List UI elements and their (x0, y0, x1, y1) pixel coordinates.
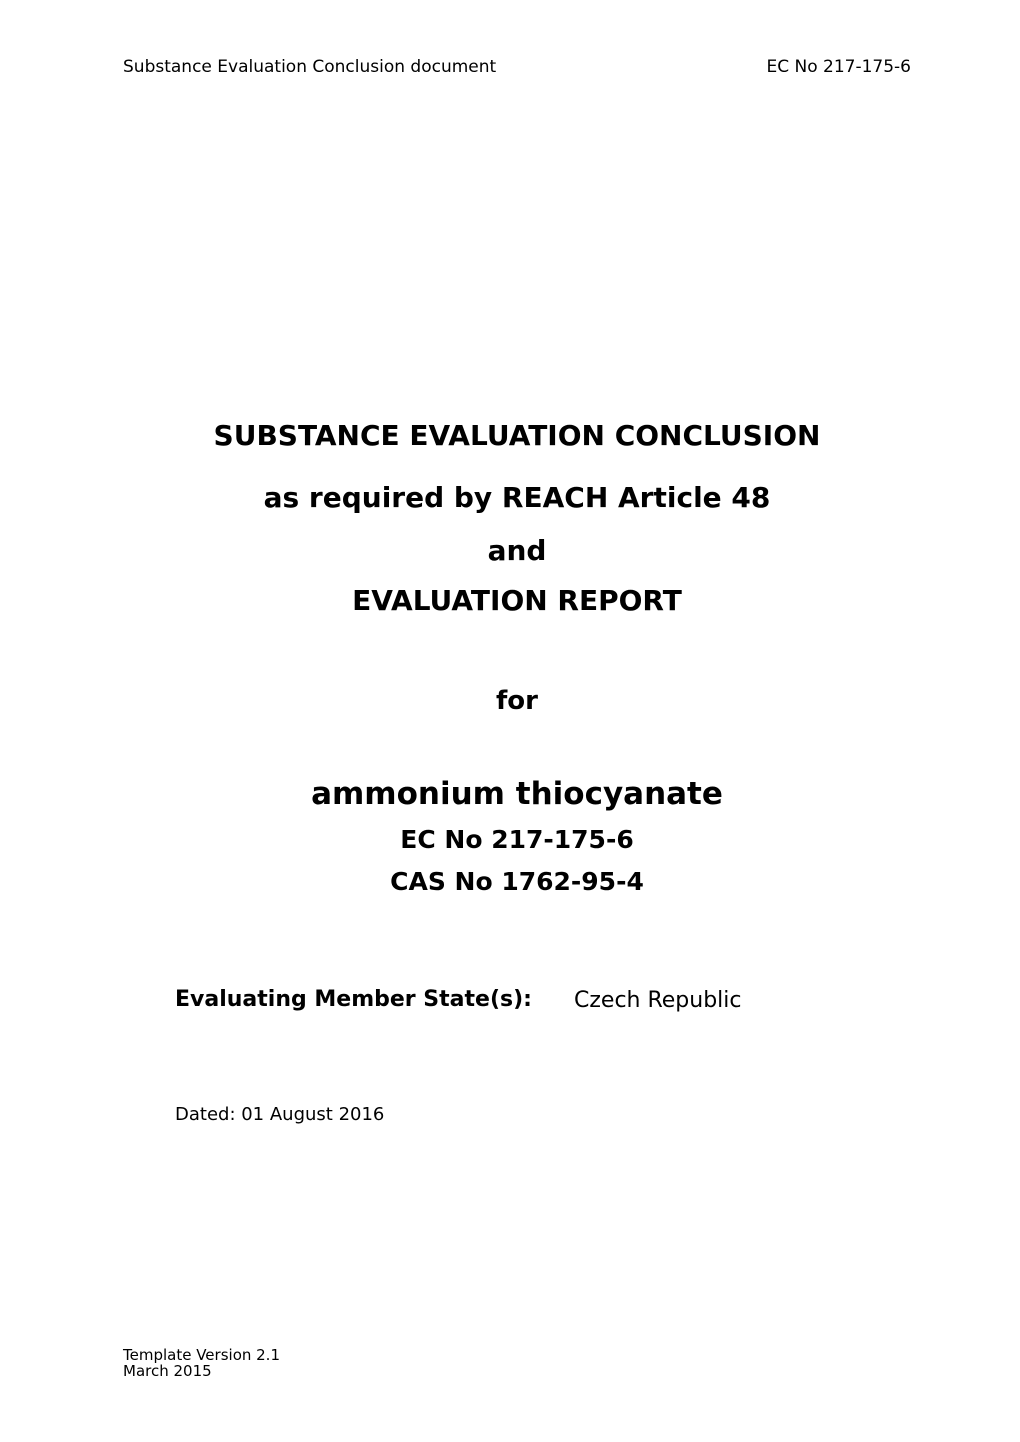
evaluating-member-state-label: Evaluating Member State(s): (175, 987, 532, 1012)
for-word: for (496, 686, 538, 716)
main-title-line-1: SUBSTANCE EVALUATION CONCLUSION (213, 419, 821, 452)
header-ec-number: EC No 217-175-6 (766, 57, 911, 77)
dated-line: Dated: 01 August 2016 (175, 1104, 385, 1125)
evaluating-member-state-value: Czech Republic (574, 988, 742, 1013)
substance-name: ammonium thiocyanate (311, 776, 723, 812)
page-footer (123, 1347, 280, 1379)
footer-template-version: Template Version 2.1 (123, 1346, 280, 1364)
main-title-line-4: EVALUATION REPORT (352, 584, 682, 617)
main-title-line-3: and (487, 534, 547, 567)
footer-template-date: March 2015 (123, 1362, 212, 1380)
page-header (123, 59, 911, 76)
substance-cas-number: CAS No 1762-95-4 (390, 867, 644, 896)
main-title-line-2: as required by REACH Article 48 (263, 481, 771, 514)
header-document-title: Substance Evaluation Conclusion document (123, 57, 497, 77)
substance-ec-number: EC No 217-175-6 (400, 825, 634, 854)
